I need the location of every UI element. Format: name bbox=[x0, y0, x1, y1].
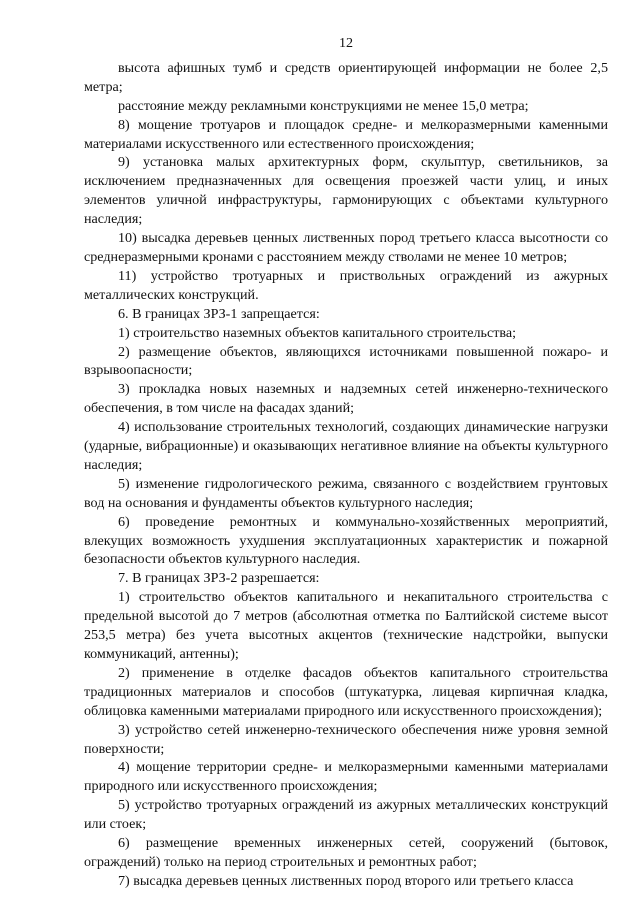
paragraph: 4) мощение территории средне- и мелкоразмерными каменными материалами природного или искусственного происхождения; bbox=[84, 759, 608, 795]
paragraph: 11) устройство тротуарных и приствольных ограждений из ажурных металлических конструкций. bbox=[84, 267, 608, 303]
paragraph: 3) устройство сетей инженерно-технического обеспечения ниже уровня земной поверхности; bbox=[84, 721, 608, 757]
paragraph: 6) проведение ремонтных и коммунально-хозяйственных мероприятий, влекущих возможность ухудшения эксплуатационных характеристик и пожарной безопасности объектов культурного наследия. bbox=[84, 513, 608, 568]
paragraph: 2) размещение объектов, являющихся источниками повышенной пожаро- и взрывоопасности; bbox=[84, 343, 608, 379]
paragraph: 6) размещение временных инженерных сетей, сооружений (бытовок, ограждений) только на период строительных и ремонтных работ; bbox=[84, 835, 608, 870]
page-number: 12 bbox=[338, 35, 354, 51]
paragraph: 9) установка малых архитектурных форм, скульптур, светильников, за исключением предназначенных для освещения проезжей части улиц, и иных элементов уличной инфраструктуры, гармонирующих с объектами культурного наследия; bbox=[84, 154, 608, 228]
paragraph: 4) использование строительных технологий, создающих динамические нагрузки (ударные, вибрационные) и оказывающих негативное влияние на объекты культурного наследия; bbox=[84, 419, 608, 473]
paragraph: 7) высадка деревьев ценных лиственных пород второго или третьего класса bbox=[118, 872, 574, 889]
paragraph: 3) прокладка новых наземных и надземных сетей инженерно-технического обеспечения, в том числе на фасадах зданий; bbox=[84, 381, 608, 417]
paragraph: 1) строительство наземных объектов капитального строительства; bbox=[118, 324, 516, 341]
paragraph: высота афишных тумб и средств ориентирующей информации не более 2,5 метра; bbox=[84, 59, 608, 95]
paragraph: 5) устройство тротуарных ограждений из ажурных металлических конструкций или стоек; bbox=[84, 797, 608, 833]
paragraph: расстояние между рекламными конструкциями не менее 15,0 метра; bbox=[118, 97, 529, 114]
paragraph: 5) изменение гидрологического режима, связанного с воздействием грунтовых вод на основания и фундаменты объектов культурного наследия; bbox=[84, 475, 608, 511]
paragraph: 2) применение в отделке фасадов объектов капитального строительства традиционных материалов и способов (штукатурка, лицевая кирпичная кладка, облицовка каменными материалами природного или искусственного происхождения); bbox=[84, 664, 608, 719]
paragraph: 8) мощение тротуаров и площадок средне- и мелкоразмерными каменными материалами искусственного или естественного происхождения; bbox=[84, 116, 608, 152]
section-heading: 7. В границах ЗРЗ-2 разрешается: bbox=[118, 570, 320, 587]
paragraph: 1) строительство объектов капитального и некапитального строительства с предельной высотой до 7 метров (абсолютная отметка по Балтийской системе высот 253,5 метра) без учета высотных акцентов (технические надстройки, выпуски коммуникаций, антенны); bbox=[84, 589, 608, 662]
paragraph: 10) высадка деревьев ценных лиственных пород третьего класса высотности со среднеразмерными кронами с расстоянием между стволами не менее 10 метров; bbox=[84, 230, 608, 265]
section-heading: 6. В границах ЗРЗ-1 запрещается: bbox=[118, 305, 320, 322]
